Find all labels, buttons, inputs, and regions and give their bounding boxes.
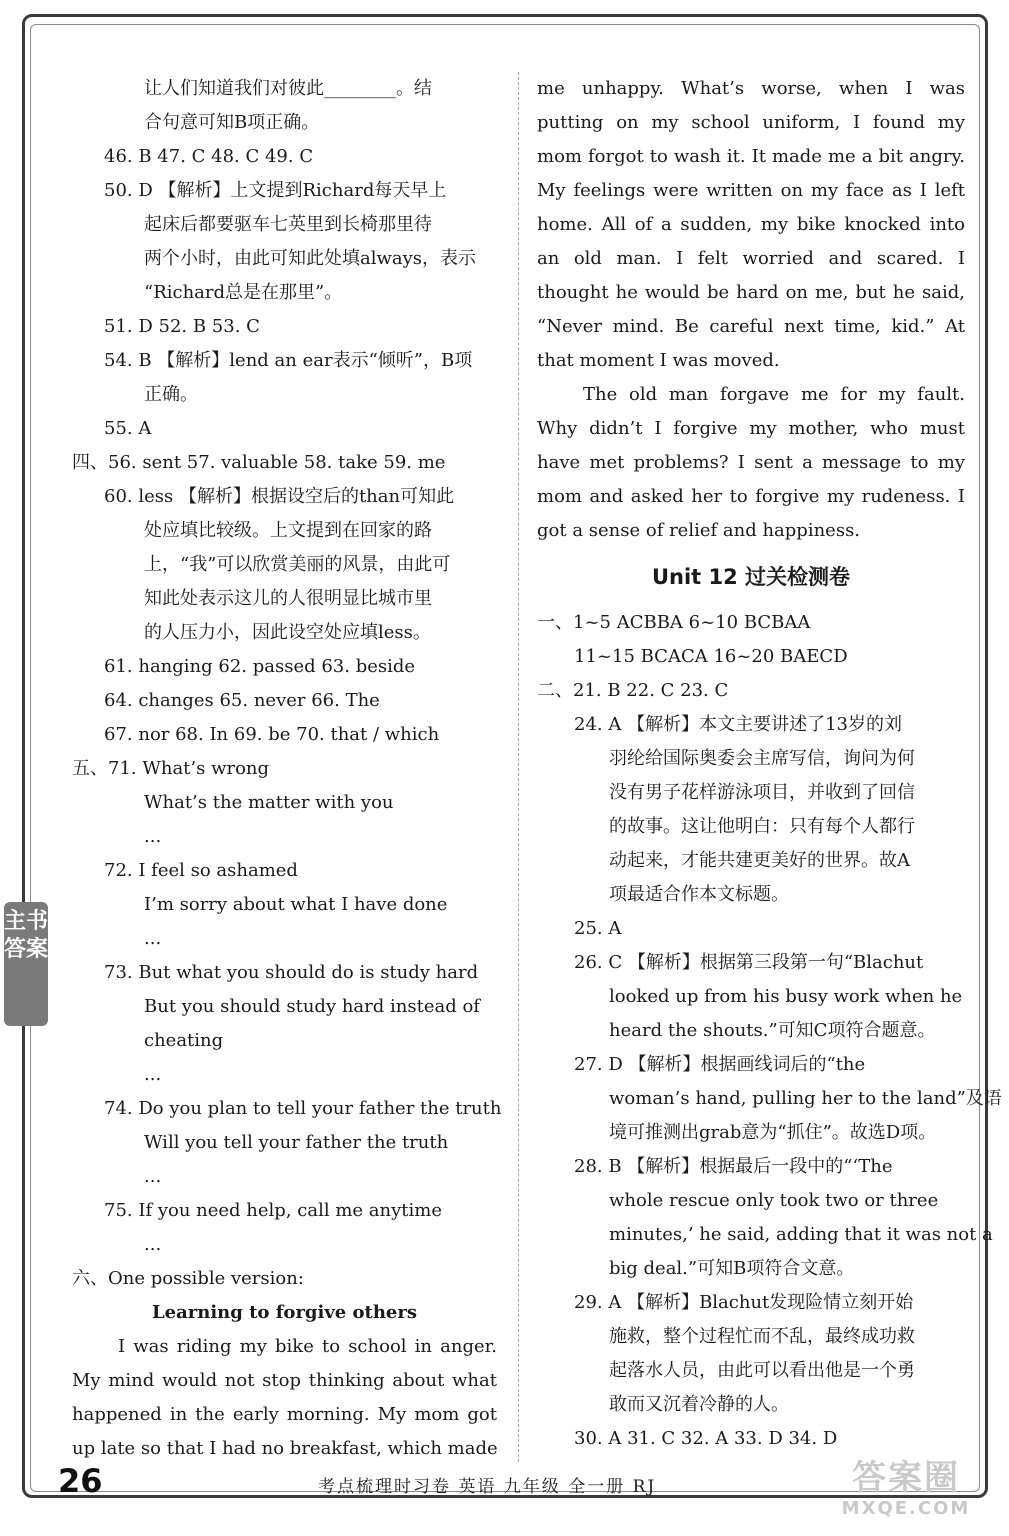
answer-line: 处应填比较级。上文提到在回家的路 — [144, 520, 432, 541]
unit12-answers — [537, 606, 1002, 1456]
answer-line: 境可推测出grab意为“抓住”。故选D项。 — [609, 1122, 937, 1143]
answer-line: 61. hanging 62. passed 63. beside — [104, 656, 416, 677]
essay-line: have met problems? I sent a message to my — [537, 452, 965, 473]
page-number: 26 — [58, 1462, 103, 1500]
left-column — [72, 72, 502, 1466]
answer-line: big deal.”可知B项符合文意。 — [609, 1258, 855, 1279]
answer-line: “Richard总是在那里”。 — [144, 282, 343, 303]
answer-line: What’s the matter with you — [144, 792, 394, 813]
essay-line: My feelings were written on my face as I left — [537, 180, 965, 201]
answer-line: 72. I feel so ashamed — [104, 860, 298, 881]
side-tab-label: 主书答案 — [4, 902, 48, 1026]
essay-line: up late so that I had no breakfast, which made — [72, 1438, 498, 1459]
essay-line: “Never mind. Be careful next time, kid.” At — [537, 316, 965, 337]
answer-line: 24. A 【解析】本文主要讲述了13岁的刘 — [574, 714, 902, 735]
answer-line: 67. nor 68. In 69. be 70. that / which — [104, 724, 440, 745]
answer-line: 46. B 47. C 48. C 49. C — [104, 146, 314, 167]
answer-line: 一、1~5 ACBBA 6~10 BCBAA — [537, 612, 811, 633]
answer-line: 知此处表示这儿的人很明显比城市里 — [144, 588, 432, 609]
essay-line: home. All of a sudden, my bike knocked into — [537, 214, 965, 235]
answer-line: 四、56. sent 57. valuable 58. take 59. me — [72, 452, 446, 473]
answer-line: Will you tell your father the truth — [144, 1132, 449, 1153]
answer-line: ... — [144, 1234, 162, 1255]
essay-line: My mind would not stop thinking about what — [72, 1370, 497, 1391]
answer-line: 29. A 【解析】Blachut发现险情立刻开始 — [574, 1292, 914, 1313]
answer-line: 26. C 【解析】根据第三段第一句“Blachut — [574, 952, 924, 973]
answer-line: 75. If you need help, call me anytime — [104, 1200, 442, 1221]
answer-line: 合句意可知B项正确。 — [144, 112, 320, 133]
essay-line: I was riding my bike to school in anger. — [118, 1336, 497, 1357]
answer-line: 正确。 — [144, 384, 198, 405]
answer-line: 施救，整个过程忙而不乱，最终成功救 — [609, 1326, 915, 1347]
essay-line: an old man. I felt worried and scared. I — [537, 248, 965, 269]
answer-line: woman’s hand, pulling her to the land”及语 — [609, 1088, 1002, 1109]
answer-line: 60. less 【解析】根据设空后的than可知此 — [104, 486, 455, 507]
answer-line: 25. A — [574, 918, 622, 939]
answer-line: 51. D 52. B 53. C — [104, 316, 260, 337]
answer-line: 的人压力小，因此设空处应填less。 — [144, 622, 431, 643]
answer-line: 30. A 31. C 32. A 33. D 34. D — [574, 1428, 838, 1449]
answer-line: 54. B 【解析】lend an ear表示“倾听”，B项 — [104, 350, 473, 371]
essay-line: mom forgot to wash it. It made me a bit angry. — [537, 146, 965, 167]
essay-line: mom and asked her to forgive my rudeness. I — [537, 486, 965, 507]
essay-left-paragraph — [72, 1330, 497, 1466]
answer-line: 28. B 【解析】根据最后一段中的“‘The — [574, 1156, 893, 1177]
answer-line: 五、71. What’s wrong — [72, 758, 270, 779]
essay-line: thought he would be hard on me, but he said, — [537, 282, 965, 303]
answer-line: 两个小时，由此可知此处填always，表示 — [144, 248, 477, 269]
essay-line: me unhappy. What’s worse, when I was — [537, 78, 965, 99]
answer-line: 让人们知道我们对彼此________。结 — [144, 78, 432, 99]
watermark-url: MXQE.COM — [841, 1498, 971, 1519]
answer-line: 74. Do you plan to tell your father the truth — [104, 1098, 502, 1119]
answer-line: 起落水人员，由此可以看出他是一个勇 — [609, 1360, 915, 1381]
column-divider — [518, 72, 519, 1462]
essay-line: putting on my school uniform, I found my — [537, 112, 965, 133]
answer-line: 73. But what you should do is study hard — [104, 962, 479, 983]
answer-line: ... — [144, 1064, 162, 1085]
essay-line: got a sense of relief and happiness. — [537, 520, 861, 541]
essay-line: The old man forgave me for my fault. — [583, 384, 965, 405]
page-footer — [58, 1458, 958, 1508]
unit-title: Unit 12 过关检测卷 — [651, 565, 851, 589]
answer-line: 64. changes 65. never 66. The — [104, 690, 380, 711]
answer-line: 敢而又沉着冷静的人。 — [609, 1394, 789, 1415]
answer-line: 上，“我”可以欣赏美丽的风景，由此可 — [144, 554, 451, 575]
footer-book-title: 考点梳理时习卷 英语 九年级 全一册 RJ — [318, 1477, 657, 1497]
answer-line: 羽纶给国际奥委会主席写信，询问为何 — [609, 748, 915, 769]
answer-line: But you should study hard instead of — [144, 996, 480, 1017]
essay-line: happened in the early morning. My mom got — [72, 1404, 497, 1425]
answer-line: 的故事。这让他明白：只有每个人都行 — [609, 816, 915, 837]
answer-line: I’m sorry about what I have done — [144, 894, 448, 915]
watermark-logo — [831, 1458, 981, 1528]
answer-line: cheating — [144, 1030, 224, 1051]
answer-line: 27. D 【解析】根据画线词后的“the — [574, 1054, 866, 1075]
right-column — [537, 72, 1002, 1456]
answer-line: whole rescue only took two or three — [609, 1190, 939, 1211]
left-answers — [72, 72, 502, 1296]
watermark-text: 答案圈 — [852, 1458, 960, 1498]
essay-title: Learning to forgive others — [151, 1302, 418, 1323]
answer-line: ... — [144, 826, 162, 847]
answer-line: 没有男子花样游泳项目，并收到了回信 — [609, 782, 915, 803]
answer-line: 11~15 BCACA 16~20 BAECD — [574, 646, 848, 667]
answer-line: 二、21. B 22. C 23. C — [537, 680, 729, 701]
answer-line: 项最适合作本文标题。 — [609, 884, 789, 905]
essay-continued — [537, 72, 965, 548]
essay-line: that moment I was moved. — [537, 350, 780, 371]
answer-line: 起床后都要驱车七英里到长椅那里待 — [144, 214, 432, 235]
answer-line: 50. D 【解析】上文提到Richard每天早上 — [104, 180, 447, 201]
answer-line: 动起来，才能共建更美好的世界。故A — [609, 850, 910, 871]
essay-line: Why didn’t I forgive my mother, who must — [537, 418, 965, 439]
answer-line: 55. A — [104, 418, 152, 439]
answer-line: 六、One possible version: — [72, 1268, 304, 1289]
answer-line: looked up from his busy work when he — [609, 986, 963, 1007]
answer-line: ... — [144, 928, 162, 949]
answer-line: heard the shouts.”可知C项符合题意。 — [609, 1020, 936, 1041]
answer-line: ... — [144, 1166, 162, 1187]
answer-line: minutes,’ he said, adding that it was not a — [609, 1224, 993, 1245]
